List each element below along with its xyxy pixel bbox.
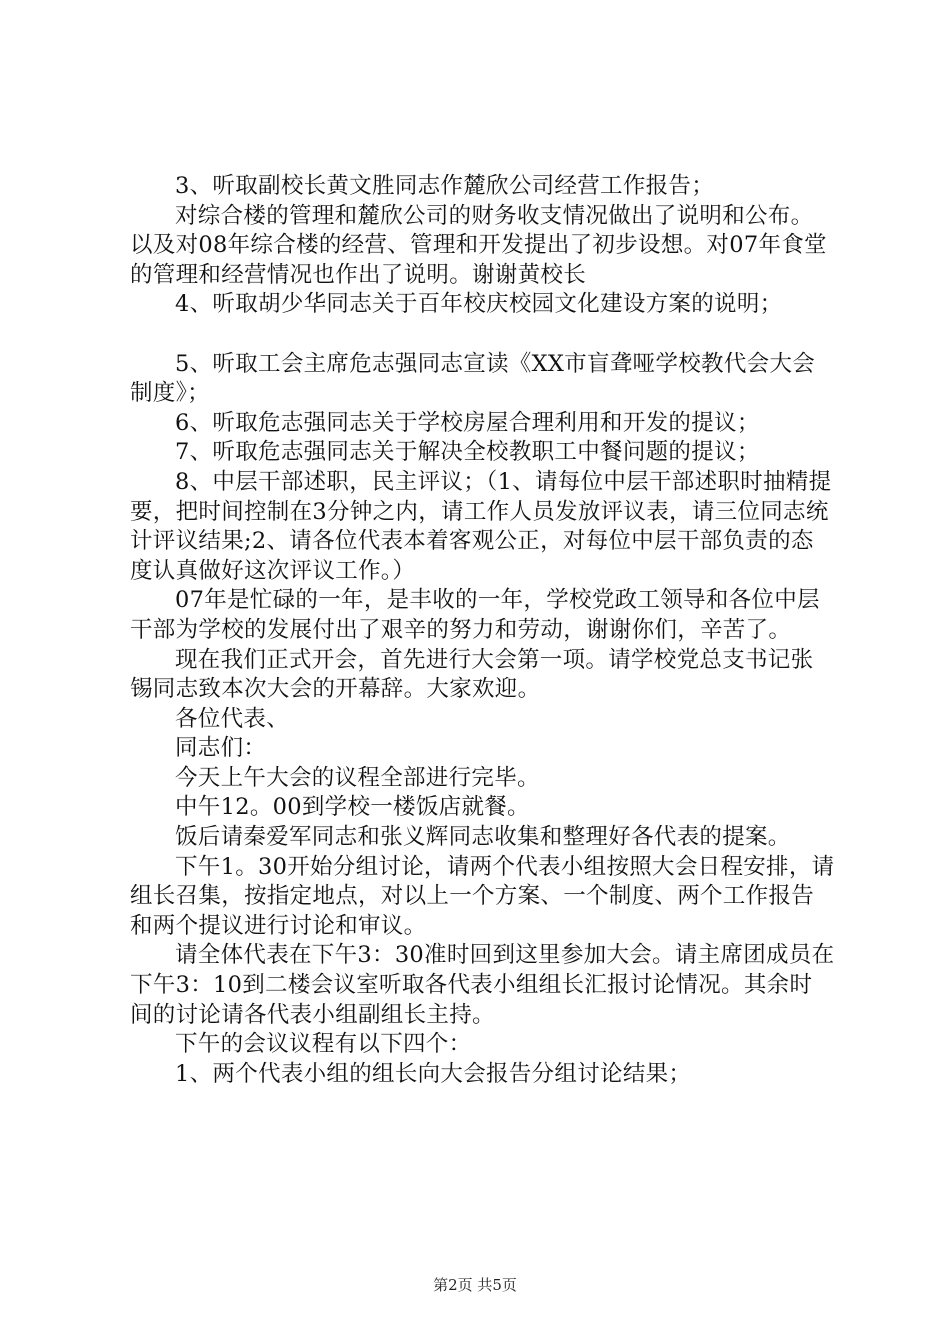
paragraph-greeting-1: 各位代表、: [175, 705, 290, 732]
paragraph-morning-complete: 今天上午大会的议程全部进行完毕。: [175, 764, 540, 791]
paragraph-lunch: 中午12。00到学校一楼饭店就餐。: [175, 794, 530, 821]
paragraph-year-review: 07年是忙碌的一年，是丰收的一年，学校党政工领导和各位中层干部为学校的发展付出了艰辛的努力和劳动，谢谢你们，辛苦了。: [130, 587, 820, 643]
paragraph-proposals: 饭后请秦爱军同志和张义辉同志收集和整理好各代表的提案。: [175, 824, 791, 851]
paragraph-greeting-2: 同志们：: [175, 735, 267, 762]
paragraph-afternoon-agenda: 下午的会议议程有以下四个：: [175, 1031, 472, 1058]
paragraph-agenda-3: 3、听取副校长黄文胜同志作麓欣公司经营工作报告；: [175, 173, 715, 199]
paragraph-group-discussion: 下午1。30开始分组讨论，请两个代表小组按照大会日程安排，请组长召集，按指定地点，对以上一个方案、一个制度、两个工作报告和两个提议进行讨论和审议。: [130, 853, 835, 939]
paragraph-afternoon-item-1: 1、两个代表小组的组长向大会报告分组讨论结果；: [175, 1060, 692, 1087]
paragraph-agenda-6: 6、听取危志强同志关于学校房屋合理利用和开发的提议；: [175, 409, 760, 436]
paragraph-report-summary: 对综合楼的管理和麓欣公司的财务收支情况做出了说明和公布。以及对08年综合楼的经营、管理和开发提出了初步设想。对07年食堂的管理和经营情况也作出了说明。谢谢黄校长: [130, 202, 827, 288]
paragraph-agenda-5: 5、听取工会主席危志强同志宣读《XX市盲聋哑学校教代会大会制度》；: [130, 350, 816, 407]
paragraph-agenda-8: 8、中层干部述职，民主评议；（1、请每位中层干部述职时抽精提要，把时间控制在3分钟之内，请工作人员发放评议表，请三位同志统计评议结果;2、请各位代表本着客观公正，对每位中层干部负责的态度认真做好这次评议工作。）: [130, 468, 832, 584]
paragraph-agenda-7: 7、听取危志强同志关于解决全校教职工中餐问题的提议；: [175, 439, 760, 466]
page-number-footer: 第2页 共5页: [433, 1276, 517, 1294]
document-body: [130, 172, 835, 1089]
paragraph-agenda-4: 4、听取胡少华同志关于百年校庆校园文化建设方案的说明；: [175, 291, 783, 318]
paragraph-opening: 现在我们正式开会，首先进行大会第一项。请学校党总支书记张锡同志致本次大会的开幕辞。大家欢迎。: [130, 646, 814, 703]
paragraph-afternoon-return: 请全体代表在下午3：30准时回到这里参加大会。请主席团成员在下午3：10到二楼会议室听取各代表小组组长汇报讨论情况。其余时间的讨论请各代表小组副组长主持。: [130, 942, 835, 1028]
